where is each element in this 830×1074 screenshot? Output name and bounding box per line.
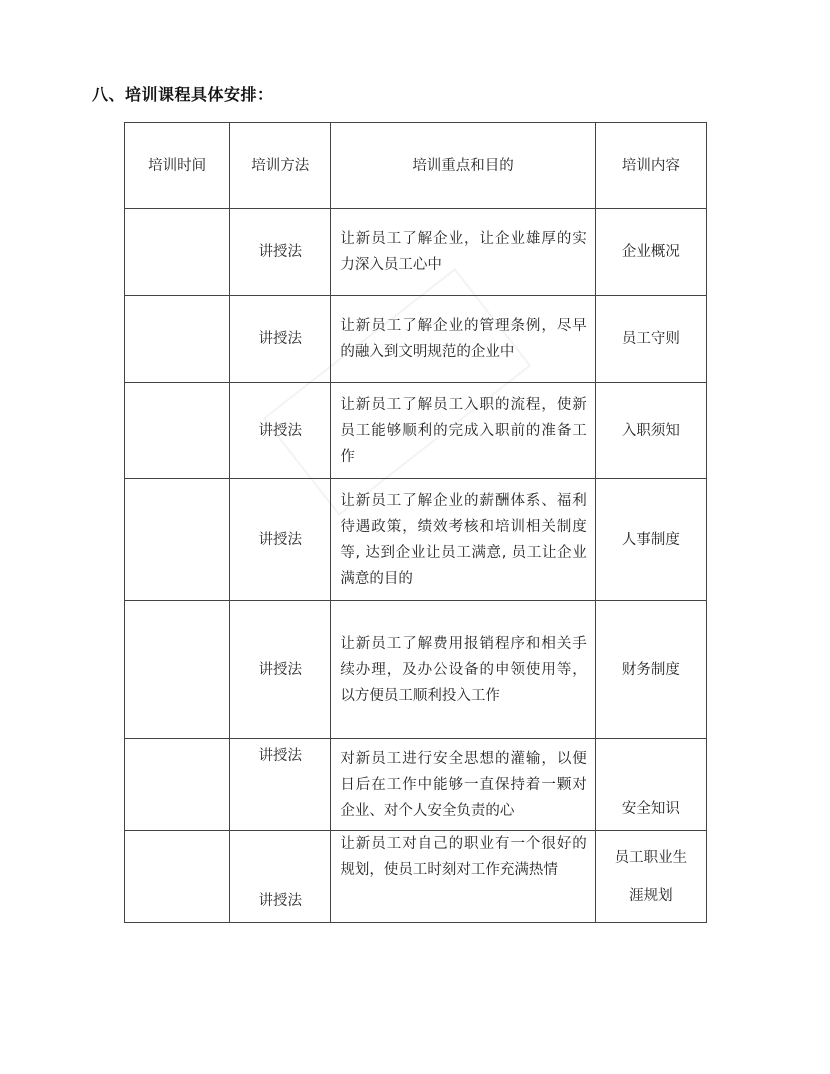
- cell-method: 讲授法: [230, 296, 331, 383]
- cell-time: [125, 479, 230, 601]
- cell-time: [125, 601, 230, 739]
- cell-focus: 让新员工了解企业的管理条例，尽早的融入到文明规范的企业中: [331, 296, 595, 383]
- cell-content: 财务制度: [595, 601, 706, 739]
- header-time: 培训时间: [125, 123, 230, 209]
- cell-time: [125, 739, 230, 831]
- cell-method: 讲授法: [230, 383, 331, 479]
- header-focus: 培训重点和目的: [331, 123, 595, 209]
- cell-time: [125, 209, 230, 296]
- table-row: [125, 479, 707, 601]
- cell-focus: 让新员工了解企业，让企业雄厚的实力深入员工心中: [331, 209, 595, 296]
- table-header-row: [125, 123, 707, 209]
- cell-time: [125, 383, 230, 479]
- cell-focus: 让新员工了解费用报销程序和相关手续办理，及办公设备的申领使用等，以方便员工顺利投入工作: [331, 601, 595, 739]
- cell-content: 员工守则: [595, 296, 706, 383]
- cell-time: [125, 296, 230, 383]
- header-method: 培训方法: [230, 123, 331, 209]
- cell-method: 讲授法: [230, 209, 331, 296]
- section-title: 八、培训课程具体安排：: [92, 85, 274, 104]
- table-row: [125, 739, 707, 831]
- table-row: [125, 296, 707, 383]
- cell-content: 员工职业生涯规划: [595, 831, 706, 923]
- cell-focus: 对新员工进行安全思想的灌输，以便日后在工作中能够一直保持着一颗对企业、对个人安全负责的心: [331, 739, 595, 831]
- cell-content: 入职须知: [595, 383, 706, 479]
- table-row: [125, 601, 707, 739]
- cell-content: 人事制度: [595, 479, 706, 601]
- table-row: [125, 209, 707, 296]
- cell-focus: 让新员工对自己的职业有一个很好的规划，使员工时刻对工作充满热情: [331, 831, 595, 923]
- cell-method: 讲授法: [230, 831, 331, 923]
- cell-method: 讲授法: [230, 739, 331, 831]
- header-content: 培训内容: [595, 123, 706, 209]
- cell-content: 企业概况: [595, 209, 706, 296]
- cell-focus: 让新员工了解员工入职的流程，使新员工能够顺利的完成入职前的准备工作: [331, 383, 595, 479]
- cell-focus: 让新员工了解企业的薪酬体系、福利待遇政策，绩效考核和培训相关制度等, 达到企业让员工满意, 员工让企业满意的目的: [331, 479, 595, 601]
- table-row: [125, 383, 707, 479]
- cell-method: 讲授法: [230, 479, 331, 601]
- cell-time: [125, 831, 230, 923]
- training-schedule-table: [124, 122, 707, 923]
- cell-method: 讲授法: [230, 601, 331, 739]
- table-row: [125, 831, 707, 923]
- cell-content: 安全知识: [595, 739, 706, 831]
